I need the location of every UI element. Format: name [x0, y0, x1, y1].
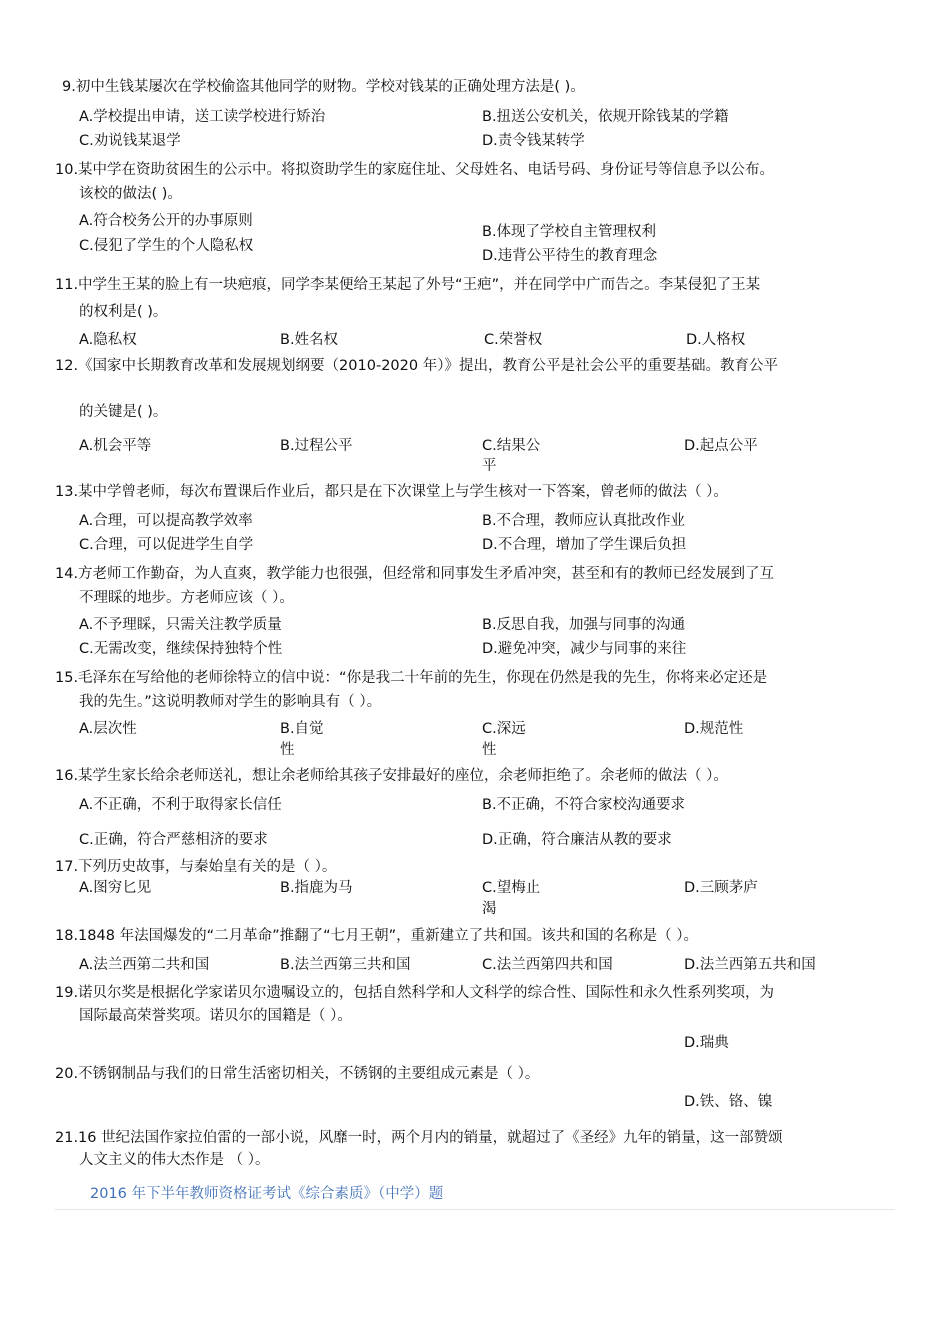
q13-option-c: C.合理，可以促进学生自学 [79, 537, 254, 553]
question-10-stem-line2: 该校的做法( )。 [79, 186, 182, 202]
q10-option-c: C.侵犯了学生的个人隐私权 [79, 238, 254, 254]
q10-option-a: A.符合校务公开的办事原则 [79, 213, 253, 229]
question-19-stem-line2: 国际最高荣誉奖项。诺贝尔的国籍是（ ）。 [79, 1008, 352, 1024]
q16-option-b: B.不正确，不符合家校沟通要求 [482, 797, 686, 813]
q20-option-d: D.铁、铬、镍 [684, 1094, 773, 1110]
q18-option-a: A.法兰西第二共和国 [79, 957, 210, 973]
q15-option-a: A.层次性 [79, 721, 137, 737]
q10-option-d: D.违背公平待生的教育理念 [482, 248, 658, 264]
q12-option-d: D.起点公平 [684, 438, 758, 454]
q9-option-b: B.扭送公安机关，依规开除钱某的学籍 [482, 109, 729, 125]
footer-divider [55, 1209, 895, 1210]
q12-option-c: C.结果公 [482, 438, 541, 454]
question-15-stem-line2: 我的先生。”这说明教师对学生的影响具有（ ）。 [79, 694, 382, 710]
q11-option-c: C.荣誉权 [484, 332, 543, 348]
q13-option-a: A.合理，可以提高教学效率 [79, 513, 253, 529]
question-15-stem: 15.毛泽东在写给他的老师徐特立的信中说：“你是我二十年前的先生，你现在仍然是我的先生，你将来必定还是 [55, 670, 768, 686]
question-19-stem: 19.诺贝尔奖是根据化学家诺贝尔遗嘱设立的，包括自然科学和人文科学的综合性、国际性和永久性系列奖项，为 [55, 985, 775, 1001]
q15-option-c: C.深远 [482, 721, 526, 737]
question-13-stem: 13.某中学曾老师，每次布置课后作业后，都只是在下次课堂上与学生核对一下答案，曾老师的做法（ ）。 [55, 484, 728, 500]
q18-option-c: C.法兰西第四共和国 [482, 957, 613, 973]
q14-option-b: B.反思自我，加强与同事的沟通 [482, 617, 686, 633]
q12-option-b: B.过程公平 [280, 438, 353, 454]
q12-option-c-wrap: 平 [482, 458, 497, 474]
q9-option-d: D.责令钱某转学 [482, 133, 585, 149]
q14-option-a: A.不予理睬，只需关注教学质量 [79, 617, 282, 633]
question-21-stem-line2: 人文主义的伟大杰作是 （ ）。 [79, 1152, 270, 1168]
q10-option-b: B.体现了学校自主管理权利 [482, 224, 657, 240]
question-14-stem: 14.方老师工作勤奋，为人直爽，教学能力也很强，但经常和同事发生矛盾冲突，甚至和有的教师已经发展到了互 [55, 566, 775, 582]
q11-option-b: B.姓名权 [280, 332, 339, 348]
question-20-stem: 20.不锈钢制品与我们的日常生活密切相关，不锈钢的主要组成元素是（ ）。 [55, 1066, 540, 1082]
q18-option-d: D.法兰西第五共和国 [684, 957, 816, 973]
q16-option-a: A.不正确，不利于取得家长信任 [79, 797, 282, 813]
q15-option-b-wrap: 性 [280, 742, 295, 758]
q15-option-c-wrap: 性 [482, 742, 497, 758]
question-11-stem: 11.中学生王某的脸上有一块疤痕，同学李某便给王某起了外号“王疤”，并在同学中广而告之。李某侵犯了王某 [55, 277, 761, 293]
q15-option-b: B.自觉 [280, 721, 324, 737]
q17-option-d: D.三顾茅庐 [684, 880, 758, 896]
question-9-stem: 9.初中生钱某屡次在学校偷盗其他同学的财物。学校对钱某的正确处理方法是( )。 [62, 79, 585, 95]
q12-option-a: A.机会平等 [79, 438, 152, 454]
q16-option-c: C.正确，符合严慈相济的要求 [79, 832, 268, 848]
q14-option-c: C.无需改变，继续保持独特个性 [79, 641, 283, 657]
question-21-stem: 21.16 世纪法国作家拉伯雷的一部小说，风靡一时，两个月内的销量，就超过了《圣经》九年的销量，这一部赞颂 [55, 1130, 783, 1146]
q17-option-a: A.图穷匕见 [79, 880, 152, 896]
q11-option-a: A.隐私权 [79, 332, 137, 348]
q15-option-d: D.规范性 [684, 721, 744, 737]
q13-option-d: D.不合理，增加了学生课后负担 [482, 537, 687, 553]
question-12-stem: 12.《国家中长期教育改革和发展规划纲要（2010-2020 年）》提出，教育公平是社会公平的重要基础。教育公平 [55, 358, 778, 374]
question-12-stem-line2: 的关键是( )。 [79, 404, 168, 420]
q14-option-d: D.避免冲突，减少与同事的来往 [482, 641, 687, 657]
question-17-stem: 17.下列历史故事，与秦始皇有关的是（ ）。 [55, 859, 337, 875]
q19-option-d: D.瑞典 [684, 1035, 729, 1051]
q9-option-a: A.学校提出申请，送工读学校进行矫治 [79, 109, 326, 125]
q13-option-b: B.不合理，教师应认真批改作业 [482, 513, 686, 529]
question-18-stem: 18.1848 年法国爆发的“二月革命”推翻了“七月王朝”，重新建立了共和国。该共和国的名称是（ ）。 [55, 928, 698, 944]
q17-option-c-wrap: 渴 [482, 901, 497, 917]
question-16-stem: 16.某学生家长给余老师送礼，想让余老师给其孩子安排最好的座位，余老师拒绝了。余老师的做法（ ）。 [55, 768, 728, 784]
q18-option-b: B.法兰西第三共和国 [280, 957, 411, 973]
q16-option-d: D.正确，符合廉洁从教的要求 [482, 832, 672, 848]
q9-option-c: C.劝说钱某退学 [79, 133, 181, 149]
footer-source-link[interactable]: 2016 年下半年教师资格证考试《综合素质》（中学）题 [90, 1186, 444, 1202]
q11-option-d: D.人格权 [686, 332, 746, 348]
q17-option-c: C.望梅止 [482, 880, 541, 896]
question-10-stem: 10.某中学在资助贫困生的公示中。将拟资助学生的家庭住址、父母姓名、电话号码、身份证号等信息予以公布。 [55, 162, 775, 178]
question-14-stem-line2: 不理睬的地步。方老师应该（ ）。 [79, 590, 294, 606]
q17-option-b: B.指鹿为马 [280, 880, 353, 896]
question-11-stem-line2: 的权利是( )。 [79, 304, 168, 320]
